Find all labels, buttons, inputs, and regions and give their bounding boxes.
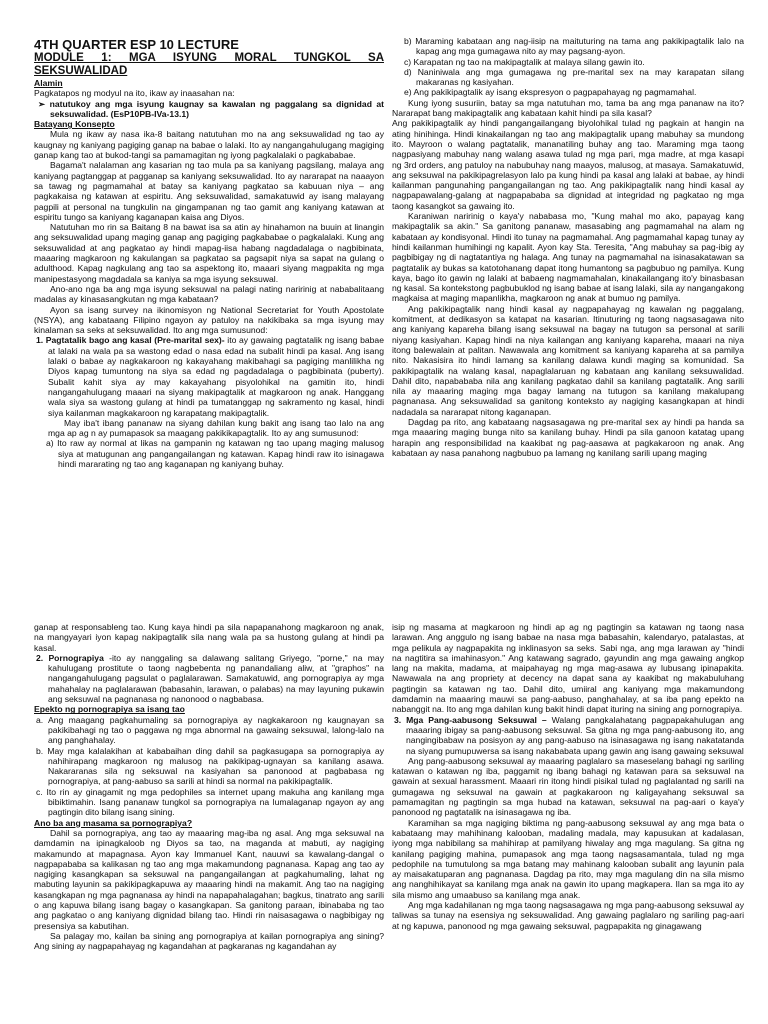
page-2-right-column: [392, 622, 744, 1024]
item-pornograpiya-heading: 2. Pornograpiya: [36, 652, 104, 663]
paragraph: Ano-ano nga ba ang mga isyung seksuwal na palagi nating naririnig at nababalitaang madalas ay kinasasangkutan ng mga kabataan?: [34, 283, 384, 305]
paragraph: Bagama't nalalaman ang kasarian ng tao mula pa sa kaniyang pagsilang, malaya ang kaniyang pagtanggap at pagganap sa kaniyang seksuwalidad. Ito ay nararapat na naaayon sa tawag ng pagmamahal at batay sa kaniyang pagkatao sa kabuuan niya – ang pagkakaisa ng katawan at espiritu. Ang seksuwalidad, samakatuwid ay isang malayang pagpili at personal na tungkulin na gingampanan ng tao gamit ang kaniyang katawan at espiritu tungo sa kaniyang kaganapan kaisa ang Diyos.: [34, 160, 384, 222]
paragraph: Kung iyong susuriin, batay sa mga natutuhan mo, tama ba ang mga pananaw na ito? Nararapat bang makipagtalik ang kabataan kahit hindi pa sila kasal?: [392, 97, 744, 119]
alamin-heading: Alamin: [34, 78, 63, 88]
paragraph: Karaniwan naririnig o kaya'y nababasa mo, "Kung mahal mo ako, papayag kang makipagtalik sa akin." Sa ganitong pananaw, masasabing ang pagmamahal na alam ng kabataan ay kondisyonal. Hindi ito tunay na pagmamahal. Ang pagmamahal kapag tunay ay hindi kailanman humihingi ng kapalit. Ayon kay Sta. Teresita, "Ang mabuhay sa pag-ibig ay pagbibigay ng di nagtatantiya ng halaga. Ang tunay na pagmamahal na isinasakatawan sa pagtatalik ay bukas sa katotohanang dapat itong humantong sa pagbubuo ng pamilya. Kung kaya, bago ito gawin ng lalaki at babaeng nagmamahalan, kinakailangang ito'y binasbasan ng kasal. Sa kontekstong pagbubuklod ng isang babae at isang lalaki, sila ay nangangakong magkaisa at maging mapanlikha, magkaroon ng anak at bumuo ng pamilya.: [392, 211, 744, 304]
epekto-heading: Epekto ng pornograpiya sa isang tao: [34, 704, 185, 715]
list-item: c. Ito rin ay ginagamit ng mga pedophiles sa internet upang makuha ang kanilang mga bibiktimahin. Isang pananaw tungkol sa pornograpiya na lumalaganap ngayon ay ang pagtingin dito bilang isang sining.: [36, 786, 384, 818]
list-item: b. May mga kalalakihan at kababaihan ding dahil sa pagkasugapa sa pornograpiya ay nahihirapang magkaroon ng malusog na pakikipag-ugnayan sa kanilang asawa. Nakararanas sila ng seksuwal na kasiyahan sa panonood at pagbabasa ng pornograpiya, at pang-aabuso sa sarili at hindi sa normal na pakikipagtalik.: [36, 745, 384, 787]
paragraph: Dahil sa pornograpiya, ang tao ay maaaring mag-iba ng asal. Ang mga seksuwal na damdamin na ipinagkaloob ng Diyos sa tao, na maganda at mabuti, ay nagiging makamundo at mapagnasa. Ayon kay Immanuel Kant, nauuwi sa kawalang-dangal o nagpapababa sa kalikasan ng tao ang mga makamundong pagnanasa. Kapag ang tao ay nagiging kasangkapan sa seksuwal na pangangailangan at pagkahumaling, lahat ng mabuting layunin sa pakikipagkapuwa ay maaaring hindi na makamit. Ang tao na nagiging kasangkapan ng mga pagnanasa ay hindi na napapahalagahan; bagkus, tinatrato ang sarili o ang kapuwa bilang isang bagay o kasangkapan. Sa ganitong paraan, ibinababa ng tao ang pagkatao o ang kaniyang dignidad bilang tao. Hindi rin naisasagawa o nagbibigay ng presensiya sa kabutihan.: [34, 827, 384, 931]
list-item: e) Ang pakikipagtalik ay isang ekspresyon o pagpapahayag ng pagmamahal.: [404, 87, 697, 98]
paragraph: Ang pakikipagtalik nang hindi kasal ay nagpapahayag ng kawalan ng paggalang, komitment, at dedikasyon sa katapat na kasarian. Itinuturing ng taong nagsasagawa nito ang kaniyang kapareha bilang isang seksuwal na bagay na tutugon sa personal at sarili niyang kasiyahan. Kapag hindi na niya kailangan ang kaniyang kapareha, maaari na niya itong balewalain at palitan. Nawawala ang komitment sa kaniyang kapareha at sa pamilya nito. Nakasisira ito hindi lamang sa kanilang dalawa kundi maging sa komunidad. Sa pakikipagtalik na walang kasal, napaglalaruan ng kabataan ang kanilang seksuwalidad. Dahil dito, napabababa nila ang kanilang pagkatao dahil sa kanilang pagtatalik. Ang sarili nila ay maaaring maging mga bagay lamang na tutugon sa kanilang makalupang pagnanasa. Ang seksuwalidad sa ganitong konteksto ay nagiging kasangkapan at hindi nadadala sa nararapat nitong kaganapan.: [392, 303, 744, 417]
page-gap: [0, 590, 768, 622]
paragraph: Karamihan sa mga nagiging biktima ng pang-aabusong seksuwal ay ang mga bata o kabataang may mahihinang kalooban, madaling madala, may kapusukan at kadalasan, iyong mga nabibilang sa mahihirap at pamilyang hiwalay ang mga magulang. Sa gitna ng kanilang pagiging mahina, pumapasok ang mga taong nagsasamantala, tulad ng mga pedophile na tumutulong sa mga batang may mahinang kalooban subalit ang layunin pala ay maisakatuparan ang pagnanasa. Dagdag pa rito, may mga magulang din na sila mismo ang nanghihikayat sa kanilang mga anak na gawin ito upang magkapera. Ilan sa mga ito ay sila mismo ang umaabuso sa kanilang mga anak.: [392, 817, 744, 900]
paragraph: May iba't ibang pananaw na siyang dahilan kung bakit ang isang tao lalo na ang mga ap ag n ay pumapasok sa maagang pakikikapagtalik. Ito ay ang sumusunod:: [48, 417, 384, 439]
page-2-left-column: [34, 622, 384, 1024]
paragraph: Natutuhan mo rin sa Baitang 8 na bawat isa sa atin ay hinahamon na buuin at linangin ang seksuwalidad upang maging ganap ang pagiging pagkababae o pagkalalaki. Kung ang seksuwalidad at ang pagkatao ay hindi mapag-iisa habang nagdadalaga o nagbibinata, maaaring magkaroon ng kakulangan sa pagkatao sa pagsapit niya sa sapat na gulang o adulthood. Kapag nagkulang ang tao sa aspektong ito, maaari siyang magpakita ng mga manipestasyong magdadala sa kaniya sa mga isyung seksuwal.: [34, 222, 384, 284]
item-premarital-sex-heading: 1. Pagtatalik bago ang kasal (Pre-marital sex)-: [36, 335, 225, 346]
paragraph: ganap at responsableng tao. Kung kaya hindi pa sila napapanahong magkaroon ng anak, na mangyayari iyon kapag nakipagtalik sila nang wala pa sa hustong gulang at hindi pa kasal.: [34, 622, 384, 653]
list-item: d) Naniniwala ang mga gumagawa ng pre-marital sex na may karapatan silang makaranas ng kasiyahan.: [404, 66, 744, 88]
item-pang-aabuso-heading: 3. Mga Pang-aabusong Seksuwal –: [394, 714, 547, 725]
list-item: b) Maraming kabataan ang nag-iisip na maituturing na tama ang pakikipagtalik lalo na kapag ang mga gumagawa nito ay may pagsang-ayon.: [404, 36, 744, 57]
module-title: MODULE 1: MGA ISYUNG MORAL TUNGKOL SA SEKSUWALIDAD: [34, 52, 384, 77]
lecture-title: 4TH QUARTER ESP 10 LECTURE: [34, 37, 239, 52]
page-2: [0, 622, 768, 1024]
list-item: a) Ito raw ay normal at likas na gampanin ng katawan ng tao upang maging malusog siya at matugunan ang pangangailangan ng katawan. Kapag hindi raw ito isinagawa hindi mararating ng tao ang kaganapan ng kaniyang buhay.: [46, 438, 384, 469]
list-item: c) Karapatan ng tao na makipagtalik at malaya silang gawin ito.: [404, 56, 645, 67]
alamin-text: Pagkatapos ng modyul na ito, ikaw ay inaasahan na:: [34, 88, 235, 99]
paragraph: Ang pang-aabusong seksuwal ay maaaring paglalaro sa maseselang bahagi ng sariling katawan o katawan ng iba, paggamit ng ibang bahagi ng katawan para sa seksuwal na gawain at sexual harassment. Maaari rin itong hindi pisikal tulad ng paglalantad ng sarili na gumagawa ng seksuwal na gawain at pagkakaroon ng kaligayahang seksuwal sa pamamagitan ng pagtingin sa mga hubad na katawan, seksuwal na pag-aari o kaya'y panonood ng pagtatalik na isinasagawa ng iba.: [392, 755, 744, 818]
item-pang-aabuso: [392, 715, 744, 756]
page-1-left-column: [34, 0, 384, 588]
item-pornograpiya: [34, 653, 384, 704]
masama-heading: Ano ba ang masama sa pornograpiya?: [34, 817, 193, 828]
learning-objective: ➢ natutukoy ang mga isyung kaugnay sa kawalan ng paggalang sa dignidad at seksuwalidad. (EsP10PB-IVa-13.1): [38, 98, 384, 119]
paragraph: Ang pakikipagtalik ay hindi pangangailangang biyolohikal tulad ng pagkain at hangin na ating hinihinga. Hindi kinakailangan ng tao ang makipagtalik upang mabuhay sa mundong ito. Mayroon o walang pagtatalik, mananatiling buhay ang tao. Maraming mga taong nagpasiyang mabuhay nang walang asawa tulad ng mga pari, mga madre, at mga kasapi ng 3rd orders, ang patuloy na nabubuhay nang maayos, malusog, at masaya. Samakatuwid, ang seksuwal na pakikipagrelasyon lalo pa kung hindi pa kasal ang lalaki at babae, ay hindi kailanman pangunahing pangangailangan ng tao. Ang pakikipagtalik nang hindi kasal ay nagpapawalang-galang at nagpapababa sa dignidad at integridad ng pagkatao ng mga taong kasangkot sa gawaing ito.: [392, 118, 744, 211]
paragraph: Ang mga kadahilanan ng mga taong nagsasagawa ng mga pang-aabusong seksuwal ay taliwas sa tunay na esensiya ng seksuwalidad. Ang gawaing paglalaro ng sariling pag-aari at ng kapuwa, panonood ng mga gawaing seksuwal, pagpapakita ng ginagawang: [392, 900, 744, 931]
batayang-konsepto-heading: Batayang Konsepto: [34, 119, 115, 130]
paragraph: Ayon sa isang survey na ikinomisyon ng National Secretariat for Youth Apostolate (NSYA), ang kabataang Filipino ngayon ay patuloy na nakikibaka sa mga isyung may kinalaman sa seks at seksuwalidad. Ito ang mga sumusunod:: [34, 304, 384, 336]
paragraph: Mula ng ikaw ay nasa ika-8 baitang natutuhan mo na ang seksuwalidad ng tao ay kaugnay ng kaniyang pagiging ganap na babae o lalaki. Ito ay nangangahulugang magiging ganap kang tao at bukod-tangi sa pamamagitan ng iyong pagkalalaki o pagkababae.: [34, 129, 384, 161]
item-premarital-sex-text: ito ay gawaing pagtatalik ng isang babae at lalaki na wala pa sa wastong edad o nasa edad na subalit hindi pa kasal. Ang isang lalaki o babae ay nagkakaroon ng kakayahang makibahagi sa pagiging manlilikha ng Diyos kapag tumuntong na siya sa edad ng pagdadalaga o pagbibinata (puberty). Subalit kahit siya ay may kakayahang pisyolohikal na gamitin ito, hindi nangangahulugang maaari na siyang makipagtalik at magkaroon ng anak. Hanggang wala siya sa wastong gulang at hindi pa tumatanggap ng sakramento ng kasal, hindi siya kailanman magkakaroon ng karapatang makipagtalik.: [48, 335, 384, 418]
item-premarital-sex: [34, 335, 384, 417]
paragraph: Dagdag pa rito, ang kabataang nagsasagawa ng pre-marital sex ay hindi pa handa sa mga maaaring maging bunga nito sa kanilang buhay. Hindi pa sila ganoon katatag upang harapin ang responsibilidad na kaakibat ng pag-aasawa at pagkakaroon ng anak. Ang kabataan ay nasa panahong nagbubuo pa lamang ng kanilang sarili upang maging: [392, 416, 744, 458]
page-1-right-column: [392, 0, 744, 588]
paragraph: isip ng masama at magkaroon ng hindi ap ag ng pagtingin sa katawan ng taong nasa larawan. Ang anggulo ng isang babae na nasa mga babasahin, kalendaryo, patalastas, at mga pelikula ay nagpapakita ng inklinasyon sa seks. Sabi nga, ang mga larawan ay "hindi na nagtitira sa imahinasyon." Ang katawang sagrado, gayundin ang mga gawaing angkop lang na makita, madama, at maipahayag ng mga mag-asawa ay lubusang ipinapakita. Nawawala na ang propriety at decency na dapat sana ay kaakibat ng makabuluhang pagtingin sa katawan ng tao. Dahil dito, umiiral ang kaniyang mga makamundong damdamin na maaaring mauwi sa pang-aabuso, panghahalay, at sa iba pang epekto na nabanggit na. Ito ang mga dahilan kung bakit hindi dapat ituring na sining ang pornograpiya.: [392, 622, 744, 715]
list-item: a. Ang maagang pagkahumaling sa pornograpiya ay nagkakaroon ng kaugnayan sa pakikibahagi ng tao o paggawa ng mga abnormal na gawaing seksuwal, lalong-lalo na ang panghahalay.: [36, 714, 384, 746]
paragraph: Sa palagay mo, kailan ba sining ang pornograpiya at kailan pornograpiya ang sining? Ang sining ay nagpapahayag ng kagandahan at pagkaranas ng kagandahan ay: [34, 930, 384, 952]
item-pornograpiya-text: -ito ay nanggaling sa dalawang salitang Griyego, "porne," na may kahulugang prostitute o taong nagbebenta ng panandaliang aliw, at "graphos" na nangangahulugang pagsulat o paglalarawan. Samakatuwid, ang pornograpiya ay mga mahahalay na paglalarawan (babasahin, larawan, o palabas) na may layuning pukawin ang seksuwal na pagnanasa ng nanonood o nagbabasa.: [48, 652, 384, 705]
item-pang-aabuso-text: Walang pangkalahatang pagpapakahulugan ang maaaring ibigay sa pang-aabusong seksuwal. Sa gitna ng mga pang-aabusong ito, ang nangingibabaw na posisyon ay ang pang-aabuso na isinasagawa ng isang nakatatanda na siyang pumupuwersa sa isang nakababata upang gawin ang isang gawaing seksuwal: [406, 714, 744, 756]
